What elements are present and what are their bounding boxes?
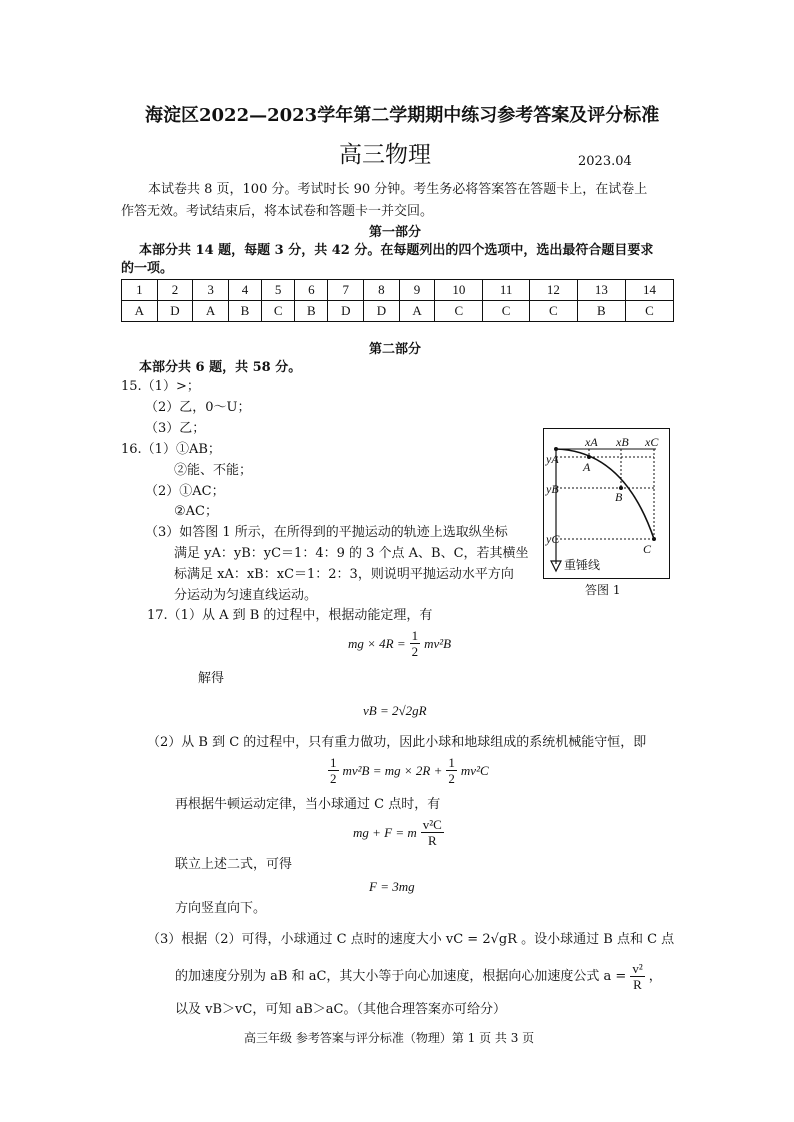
frac-denominator: 2	[448, 771, 455, 786]
q16-line-2: ②能、不能；	[174, 463, 253, 478]
q17-part3-line2-end: ，	[648, 968, 662, 984]
exam-date: 2023.04	[578, 154, 632, 169]
table-cell: C	[435, 301, 483, 322]
frac-numerator: v²C	[422, 817, 442, 832]
eq1-left: mg × 4R =	[348, 635, 406, 651]
q17-part2-text: （2）从 B 到 C 的过程中，只有重力做功，因此小球和地球组成的系统机械能守恒，即	[147, 735, 647, 750]
q15-line-1: 15.（1）>；	[121, 379, 200, 394]
eq3-fraction-1	[328, 755, 339, 786]
q17-part1-text: 17.（1）从 A 到 B 的过程中，根据动能定理，有	[147, 608, 433, 623]
table-cell: 7	[328, 280, 364, 301]
q16-line-7: 标满足 xA：xB：xC＝1：2：3，则说明平抛运动水平方向	[174, 567, 514, 582]
table-cell: 14	[625, 280, 673, 301]
table-cell: D	[364, 301, 400, 322]
q16-line-8: 分运动为匀速直线运动。	[174, 588, 318, 603]
table-cell: B	[577, 301, 625, 322]
q17-equation-3	[328, 755, 489, 786]
frac-denominator: 2	[411, 644, 419, 659]
figure-caption: 答图 1	[585, 583, 621, 597]
part1-heading: 第一部分	[369, 225, 422, 240]
part2-heading: 第二部分	[369, 342, 422, 357]
part2-desc: 本部分共 6 题，共 58 分。	[139, 360, 302, 375]
table-cell: 9	[399, 280, 435, 301]
frac-denominator: R	[427, 833, 437, 848]
eq3-right: mv²C	[460, 762, 489, 778]
frac-numerator: 1	[330, 755, 337, 770]
table-cell: A	[193, 301, 229, 322]
q17-combine: 联立上述二式，可得	[175, 857, 293, 872]
subject-title: 高三物理	[339, 142, 431, 168]
q16-line-5: （3）如答图 1 所示，在所得到的平抛运动的轨迹上选取纵坐标	[145, 525, 508, 540]
q16-line-3: （2）①AC；	[145, 484, 225, 499]
q17-equation-1	[348, 628, 451, 659]
q17-part3-text: （3）根据（2）可得，小球通过 C 点时的速度大小 vC = 2√gR 。设小球通过 B 点和 C 点	[147, 932, 675, 947]
table-cell: 1	[122, 280, 158, 301]
table-cell: 12	[529, 280, 577, 301]
solve-label: 解得	[198, 671, 225, 686]
frac-numerator: 1	[411, 628, 419, 643]
table-cell: A	[122, 301, 158, 322]
eq4-fraction	[421, 817, 444, 848]
table-cell: C	[483, 301, 529, 322]
q15-line-2: （2）乙，0～U；	[145, 400, 251, 415]
table-cell: 6	[295, 280, 328, 301]
accel-fraction	[630, 961, 644, 992]
table-cell: 11	[483, 280, 529, 301]
eq4-left: mg + F = m	[353, 824, 417, 840]
label-yB: yB	[546, 482, 559, 496]
table-cell: D	[157, 301, 193, 322]
trajectory-figure	[543, 428, 670, 579]
table-cell: 4	[228, 280, 261, 301]
table-row-numbers	[122, 280, 674, 301]
label-point-A: A	[583, 460, 591, 474]
q17-part3-line3: 以及 vB＞vC，可知 aB＞aC。（其他合理答案亦可给分）	[175, 1002, 506, 1017]
part1-desc-2: 的一项。	[121, 261, 174, 276]
label-point-B: B	[615, 490, 623, 504]
table-cell: 13	[577, 280, 625, 301]
q16-line-1: 16.（1）①AB；	[121, 442, 221, 457]
table-cell: C	[262, 301, 295, 322]
answer-table	[121, 279, 674, 322]
table-cell: B	[228, 301, 261, 322]
table-cell: B	[295, 301, 328, 322]
table-cell: A	[399, 301, 435, 322]
frac-denominator: 2	[330, 771, 337, 786]
label-point-C: C	[643, 542, 652, 556]
q17-equation-5: F = 3mg	[369, 879, 415, 894]
label-yA: yA	[546, 452, 559, 466]
document-title: 海淀区2022—2023学年第二学期期中练习参考答案及评分标准	[145, 105, 660, 126]
eq1-fraction	[410, 628, 421, 659]
q17-equation-4	[353, 817, 444, 848]
q15-line-3: （3）乙；	[145, 421, 206, 436]
label-xA: xA	[585, 435, 598, 449]
eq1-right: mv²B	[424, 635, 452, 651]
q17-part3-line2	[175, 961, 662, 992]
label-xC: xC	[645, 435, 659, 449]
intro-line-1: 本试卷共 8 页，100 分。考试时长 90 分钟。考生务必将答案答在答题卡上，在试卷上	[148, 182, 648, 197]
table-cell: 10	[435, 280, 483, 301]
table-cell: C	[625, 301, 673, 322]
table-cell: 2	[157, 280, 193, 301]
intro-line-2: 作答无效。考试结束后，将本试卷和答题卡一并交回。	[121, 204, 434, 219]
table-cell: 5	[262, 280, 295, 301]
label-xB: xB	[616, 435, 629, 449]
q17-part3-line2-text: 的加速度分别为 aB 和 aC，其大小等于向心加速度，根据向心加速度公式 a =	[175, 968, 627, 984]
frac-denominator: R	[633, 977, 642, 992]
q16-line-6: 满足 yA：yB：yC＝1：4：9 的 3 个点 A、B、C，若其横坐	[174, 546, 529, 561]
q17-direction: 方向竖直向下。	[175, 901, 267, 916]
q17-part2-newton: 再根据牛顿运动定律，当小球通过 C 点时，有	[175, 797, 441, 812]
table-cell: 8	[364, 280, 400, 301]
label-yC: yC	[546, 532, 560, 546]
eq3-fraction-2	[446, 755, 457, 786]
table-cell: C	[529, 301, 577, 322]
table-row-answers	[122, 301, 674, 322]
page-footer: 高三年级 参考答案与评分标准（物理）第 1 页 共 3 页	[244, 1031, 535, 1045]
q17-equation-2: vB = 2√2gR	[363, 703, 427, 718]
table-cell: D	[328, 301, 364, 322]
part1-desc-1: 本部分共 14 题，每题 3 分，共 42 分。在每题列出的四个选项中，选出最符合题目要求	[139, 243, 654, 258]
frac-numerator: v²	[632, 961, 643, 976]
plumb-line-label: 重锤线	[564, 558, 601, 572]
table-cell: 3	[193, 280, 229, 301]
q16-line-4: ②AC；	[174, 504, 218, 519]
frac-numerator: 1	[448, 755, 455, 770]
eq3-middle: mv²B = mg × 2R +	[342, 762, 443, 778]
